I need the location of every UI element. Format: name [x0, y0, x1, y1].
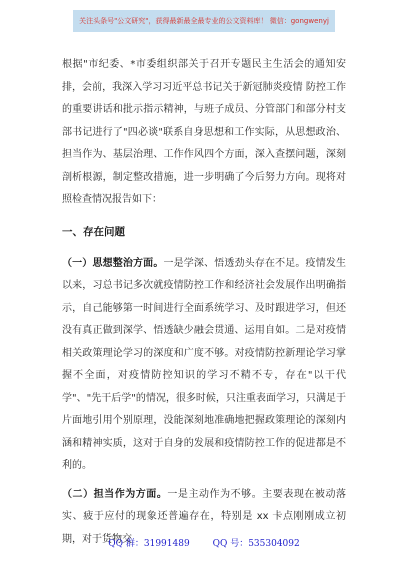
contact-footer: [0, 536, 408, 552]
paragraph-responsibility-lead: （二）担当作为方面。: [62, 488, 168, 500]
paragraph-ideology-lead: （一）思想整治方面。: [62, 257, 164, 269]
qq-account-number: QQ 号：535304092: [212, 539, 300, 549]
promo-banner: 关注头条号"公文研究"，获得最新最全最专业的公文资料库！ 微信：gongwenyj: [73, 10, 335, 32]
paragraph-responsibility-body: 一是主动作为不够。主要表现在被动落实、疲于应付的现象还普遍存在，特别是 xx 卡点刚刚成立初期，对于货物交: [62, 488, 347, 545]
intro-paragraph: 根据"市纪委、*市委组织部关于召开专题民主生活会的通知安排，会前，我深入学习习近平总书记关于新冠肺炎疫情 防控工作的重要讲话和批示指示精神，与班子成员、分管部门和部分村支部书记进行了"四必谈"联系自身思想和工作实际，从思想政治、担当作为、基层治理、工作作风四个方面，深入查摆问题，深刻剖析根源，制定整改措施，进一步明确了今后努力方向。现将对照检查情况报告如下：: [62, 59, 346, 205]
qq-group-number: QQ 群：31991489: [108, 539, 190, 549]
paragraph-ideology: [62, 253, 346, 478]
document-body: [62, 54, 346, 551]
section-heading: 一、存在问题: [62, 225, 125, 238]
paragraph-ideology-body: 一是学深、悟透劲头存在不足。疫情发生以来，习总书记多次就疫情防控工作和经济社会发展作出明确指示，自己能够第一时间进行全面系统学习、及时跟进学习，但还没有真正做到深学、悟透缺少融会贯通、运用自如。二是对疫情相关政策理论学习的深度和广度不够。对疫情防控新理论学习掌握不全面，对疫情防控知识的学习不精不专，存在"以干代学"、"先干后学"的情况，很多时候，只注重表面学习，只满足于片面地引用个别原理，没能深刻地准确地把握政策理论的深刻内涵和精神实质，这对于自身的发展和疫情防控工作的促进都是不利的。: [62, 257, 347, 471]
